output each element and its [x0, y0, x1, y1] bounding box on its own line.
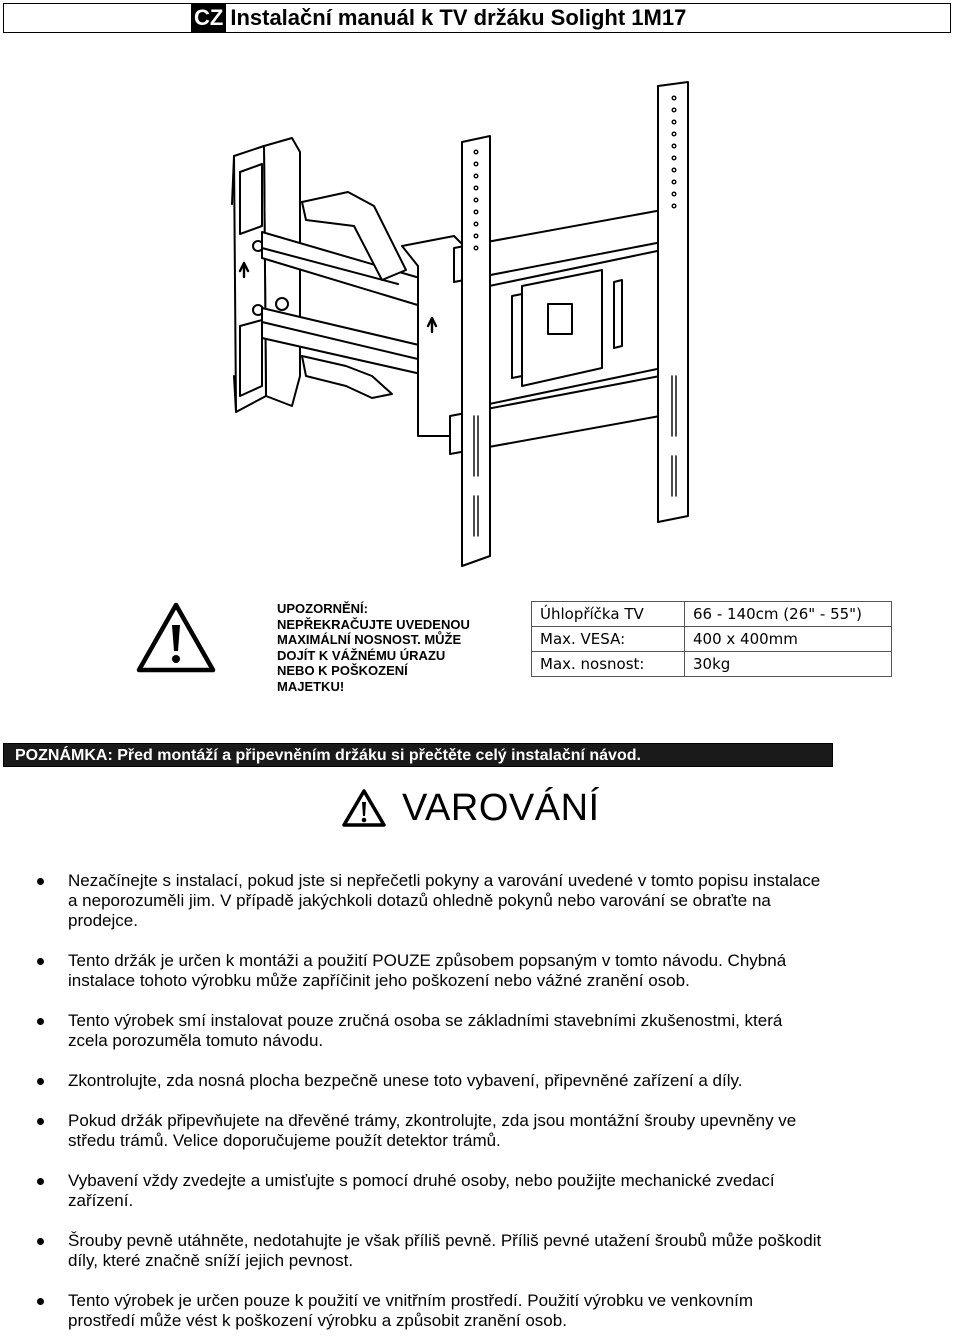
list-item [0, 1171, 960, 1211]
caution-line: NEBO K POŠKOZENÍ [277, 663, 408, 678]
list-item [0, 1071, 960, 1091]
spec-key: Max. nosnost: [532, 652, 685, 677]
page-header [3, 3, 951, 33]
list-item-line: Tento výrobek smí instalovat pouze zručná osoba se základními stavebními zkušenostmi, která [68, 1011, 783, 1030]
load-caution-text [277, 601, 507, 694]
spec-row [532, 652, 892, 677]
list-item-line: zařízení. [68, 1191, 134, 1210]
caution-line: MAXIMÁLNÍ NOSNOST. MŮŽE [277, 632, 462, 647]
list-item-line: Tento výrobek je určen pouze k použití ve vnitřním prostředí. Použití výrobku ve venkovním [68, 1291, 754, 1310]
spec-key: Úhlopříčka TV [532, 602, 685, 627]
note-banner: POZNÁMKA: Před montáží a připevněním držáku si přečtěte celý instalační návod. [3, 743, 833, 767]
spec-key: Max. VESA: [532, 627, 685, 652]
list-item [0, 871, 960, 931]
list-item [0, 951, 960, 991]
list-item-line: Pokud držák připevňujete na dřevěné trámy, zkontrolujte, zda jsou montážní šrouby upevněny ve [68, 1111, 797, 1130]
caution-line: UPOZORNĚNÍ: [277, 601, 368, 616]
list-item [0, 1231, 960, 1271]
tv-wall-bracket-illustration [222, 76, 722, 576]
list-item-line: Zkontrolujte, zda nosná plocha bezpečně unese toto vybavení, připevněné zařízení a díly. [68, 1071, 743, 1090]
spec-value: 30kg [685, 652, 892, 677]
caution-line: MAJETKU! [277, 678, 345, 694]
spec-row [532, 602, 892, 627]
warning-heading [342, 783, 600, 833]
bullet-icon [37, 1078, 44, 1085]
list-item-line: a neporozuměli jim. V případě jakýchkoli dotazů ohledně pokynů nebo varování se obraťte na [68, 891, 771, 910]
list-item-line: středu trámů. Velice doporučujeme použít detektor trámů. [68, 1131, 501, 1150]
bullet-icon [37, 1018, 44, 1025]
list-item-line: prostředí může vést k poškození výrobku a způsobit zranění osob. [68, 1311, 567, 1330]
bullet-icon [37, 1118, 44, 1125]
bullet-icon [37, 958, 44, 965]
spec-value: 66 - 140cm (26" - 55") [685, 602, 892, 627]
list-item [0, 1111, 960, 1151]
list-item-line: Šrouby pevně utáhněte, nedotahujte je však příliš pevně. Příliš pevné utažení šroubů může poškodit [68, 1231, 822, 1250]
list-item-line: Tento držák je určen k montáži a použití POUZE způsobem popsaným v tomto návodu. Chybná [68, 951, 787, 970]
bullet-icon [37, 1178, 44, 1185]
list-item [0, 1011, 960, 1051]
list-item-line: Nezačínejte s instalací, pokud jste si nepřečetli pokyny a varování uvedené v tomto popisu instalace [68, 871, 821, 890]
warning-list [0, 867, 960, 1331]
list-item-line: díly, které značně sníží jejich pevnost. [68, 1251, 354, 1270]
spec-table [531, 601, 892, 677]
caution-line: NEPŘEKRAČUJTE UVEDENOU [277, 616, 470, 632]
spec-row [532, 627, 892, 652]
caution-line: DOJÍT K VÁŽNÉMU ÚRAZU [277, 647, 446, 663]
page-title: Instalační manuál k TV držáku Solight 1M17 [230, 5, 687, 30]
list-item-line: zcela porozuměla tomuto návodu. [68, 1031, 324, 1050]
list-item-line: Vybavení vždy zvedejte a umisťujte s pomocí druhé osoby, nebo použijte mechanické zvedací [68, 1171, 775, 1190]
language-code-badge: CZ [191, 4, 226, 32]
bullet-icon [37, 1298, 44, 1305]
bullet-icon [37, 878, 44, 885]
list-item [0, 1291, 960, 1331]
spec-value: 400 x 400mm [685, 627, 892, 652]
warning-title: VAROVÁNÍ [402, 786, 600, 829]
bullet-icon [37, 1238, 44, 1245]
warning-triangle-icon [136, 601, 216, 673]
list-item-line: prodejce. [68, 911, 138, 930]
warning-triangle-icon [342, 788, 386, 828]
list-item-line: instalace tohoto výrobku může zapříčinit jeho poškození nebo vážné zranění osob. [68, 971, 690, 990]
